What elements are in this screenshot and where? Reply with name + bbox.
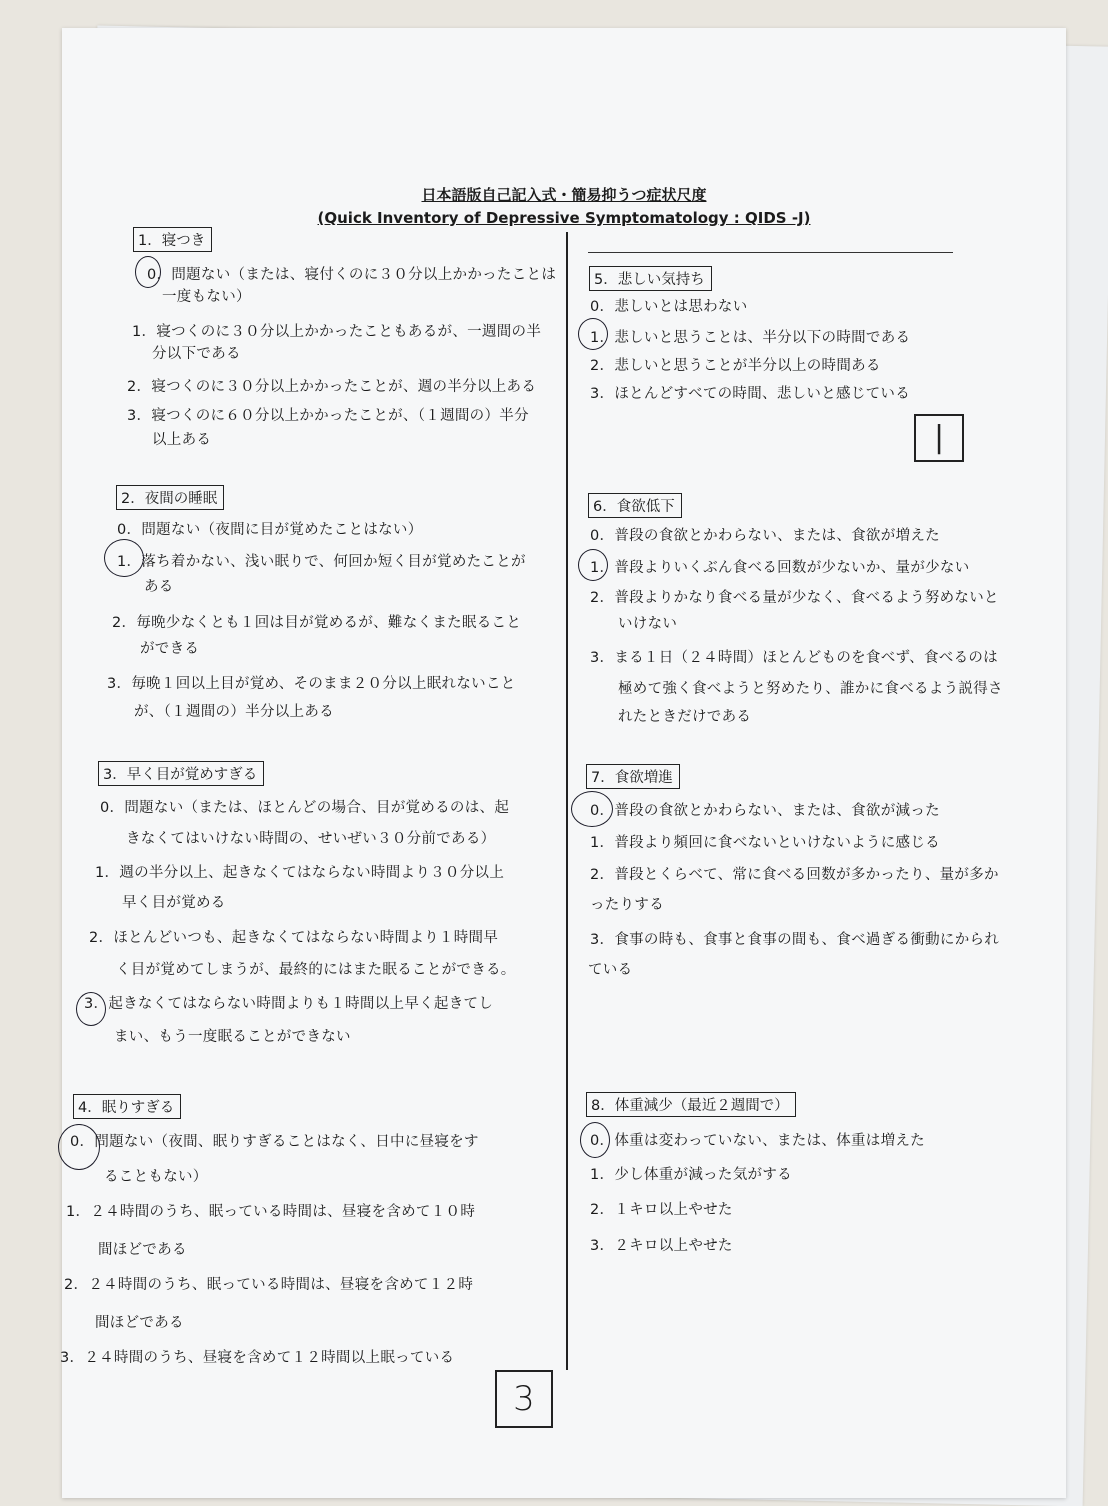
section-2-option-2-cont: ができる <box>140 641 200 657</box>
section-4-option-1-cont: 間ほどである <box>98 1242 187 1258</box>
section-6-option-1: 1．普段よりいくぶん食べる回数が少ないか、量が少ない <box>590 560 970 576</box>
section-1-option-3-cont: 以上ある <box>152 432 212 448</box>
section-3-option-1-cont: 早く目が覚める <box>122 895 226 911</box>
section-7-option-2: 2．普段とくらべて、常に食べる回数が多かったり、量が多か <box>590 867 999 883</box>
section-3-heading: 3．早く目が覚めすぎる <box>98 761 264 786</box>
section-7-option-1: 1．普段より頻回に食べないといけないように感じる <box>590 835 940 851</box>
section-1-option-2: 2．寝つくのに３０分以上かかったことが、週の半分以上ある <box>127 379 537 395</box>
answer-circle-section-2 <box>104 539 144 577</box>
answer-circle-section-7 <box>571 791 613 827</box>
section-6-option-2-cont: いけない <box>618 616 678 632</box>
section-8-option-2: 2．１キロ以上やせた <box>590 1202 733 1218</box>
section-2-option-2: 2．毎晩少なくとも１回は目が覚めるが、難なくまた眠ること <box>112 615 522 631</box>
section-1-heading: 1．寝つき <box>133 227 212 252</box>
section-1-option-0: 0．問題ない（または、寝付くのに３０分以上かかったことは <box>147 267 557 283</box>
section-1-option-1: 1．寝つくのに３０分以上かかったこともあるが、一週間の半 <box>132 324 542 340</box>
section-2-option-1: 1．落ち着かない、浅い眠りで、何回か短く目が覚めたことが <box>117 554 526 570</box>
section-5-heading: 5．悲しい気持ち <box>589 266 712 291</box>
section-3-option-0-cont: きなくてはいけない時間の、せいぜい３０分前である） <box>126 831 496 847</box>
section-6-option-3: 3．まる１日（２４時間）ほとんどものを食べず、食べるのは <box>590 650 998 666</box>
section-3-option-3: 3．起きなくてはならない時間よりも１時間以上早く起きてし <box>84 996 494 1012</box>
section-6-option-3-cont: 極めて強く食べようと努めたり、誰かに食べるよう説得さ <box>618 681 1003 697</box>
section-2-heading: 2．夜間の睡眠 <box>116 485 224 510</box>
section-8-option-1: 1．少し体重が減った気がする <box>590 1167 792 1183</box>
answer-circle-section-5 <box>578 318 608 350</box>
section-6-heading: 6．食欲低下 <box>588 493 682 518</box>
section-4-option-1: 1．２４時間のうち、眠っている時間は、昼寝を含めて１０時 <box>66 1204 476 1220</box>
section-1-option-1-cont: 分以下である <box>152 346 241 362</box>
section-8-option-3: 3．２キロ以上やせた <box>590 1238 733 1254</box>
section-3-option-2: 2．ほとんどいつも、起きなくてはならない時間より１時間早 <box>89 930 499 946</box>
section-2-option-3-cont: が、（１週間の）半分以上ある <box>134 704 334 720</box>
column-divider <box>566 232 568 1370</box>
section-3-option-2-cont: く目が覚めてしまうが、最終的にはまた眠ることができる。 <box>116 962 516 978</box>
answer-circle-section-6 <box>578 549 608 581</box>
section-2-option-1-cont: ある <box>144 579 174 595</box>
section-4-option-0: 0．問題ない（夜間、眠りすぎることはなく、日中に昼寝をす <box>70 1134 479 1150</box>
answer-circle-section-1 <box>135 256 161 288</box>
section-6-option-3-cont2: れたときだけである <box>618 709 752 725</box>
section-3-option-0: 0．問題ない（または、ほとんどの場合、目が覚めるのは、起 <box>100 800 510 816</box>
section-2-option-0: 0．問題ない（夜間に目が覚めたことはない） <box>117 522 423 538</box>
section-5-option-2: 2．悲しいと思うことが半分以上の時間ある <box>590 358 881 374</box>
section-5-option-3: 3．ほとんどすべての時間、悲しいと感じている <box>590 386 911 402</box>
section-7-option-0: 0．普段の食欲とかわらない、または、食欲が減った <box>590 803 940 819</box>
score-box-section-5: | <box>914 414 964 462</box>
section-1-option-3: 3．寝つくのに６０分以上かかったことが、（１週間の）半分 <box>127 408 529 424</box>
section-6-option-2: 2．普段よりかなり食べる量が少なく、食べるよう努めないと <box>590 590 999 606</box>
section-7-option-3: 3．食事の時も、食事と食事の間も、食べ過ぎる衝動にかられ <box>590 932 1000 948</box>
section-6-option-0: 0．普段の食欲とかわらない、または、食欲が増えた <box>590 528 940 544</box>
section-3-option-3-cont: まい、もう一度眠ることができない <box>114 1029 351 1045</box>
section-8-option-0: 0．体重は変わっていない、または、体重は増えた <box>590 1133 925 1149</box>
section-4-option-3: 3．２４時間のうち、昼寝を含めて１２時間以上眠っている <box>60 1350 455 1366</box>
section-5-option-1: 1．悲しいと思うことは、半分以下の時間である <box>590 330 911 346</box>
section-7-heading: 7．食欲増進 <box>586 764 680 789</box>
section-4-heading: 4．眠りすぎる <box>73 1094 181 1119</box>
header-rule <box>588 252 953 253</box>
section-4-option-2-cont: 間ほどである <box>95 1315 184 1331</box>
section-1-option-0-cont: 一度もない） <box>162 289 251 305</box>
section-3-option-1: 1．週の半分以上、起きなくてはならない時間より３０分以上 <box>95 865 505 881</box>
section-2-option-3: 3．毎晩１回以上目が覚め、そのまま２０分以上眠れないこと <box>107 676 516 692</box>
section-7-option-2-cont: ったりする <box>590 897 664 913</box>
page-number-box: 3 <box>495 1370 553 1428</box>
answer-circle-section-8 <box>580 1122 610 1158</box>
answer-circle-section-4 <box>58 1124 100 1170</box>
document-title-ja: 日本語版自己記入式・簡易抑うつ症状尺度 <box>421 186 707 204</box>
section-4-option-2: 2．２４時間のうち、眠っている時間は、昼寝を含めて１２時 <box>64 1277 474 1293</box>
section-8-heading: 8．体重減少（最近２週間で） <box>586 1092 796 1117</box>
answer-circle-section-3 <box>76 992 106 1026</box>
section-5-option-0: 0．悲しいとは思わない <box>590 299 748 315</box>
document-title-en: (Quick Inventory of Depressive Symptomatology : QIDS -J) <box>317 209 811 227</box>
section-7-option-3-cont: ている <box>588 962 633 978</box>
section-4-option-0-cont: ることもない） <box>104 1169 208 1185</box>
